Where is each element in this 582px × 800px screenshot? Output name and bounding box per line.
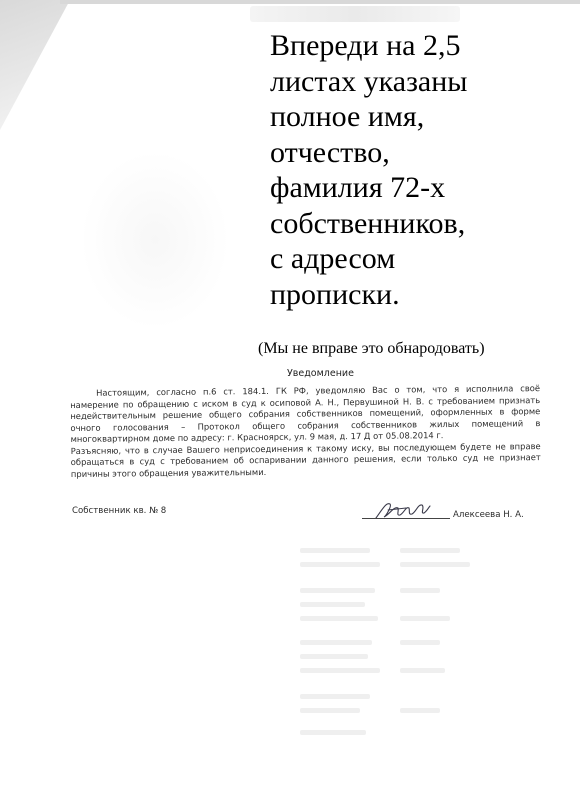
redaction-notice-line: Впереди на 2,5 [270,29,461,62]
redaction-notice-line: прописки. [270,277,400,311]
redaction-notice-line: с адресом [270,242,396,275]
body-line: намерение по обращению с иском в суд к осиповой А. Н., Первушиной Н. В. с требованием признать [70,394,541,410]
document-body [70,383,541,480]
body-line: очного голосования – Протокол общего собрания собственников жилых помещений в [70,417,541,433]
body-line: обращаться в суд с требованием об оспаривании данного решения, если только суд не признает [70,452,541,467]
body-line: причины этого обращения уважительными. [70,466,267,479]
redaction-notice [270,28,570,312]
folded-corner-shadow [0,0,70,130]
redaction-notice-line: листах указаны [270,64,468,98]
redaction-notice-line: отчество, [270,135,390,169]
body-line: многоквартирном доме по адресу: г. Красноярск, ул. 9 мая, д. 17 Д от 05.08.2014 г. [70,430,444,444]
redaction-note: (Мы не вправе это обнародовать) [258,340,485,357]
body-line: Настоящим, согласно п.6 ст. 184.1. ГК РФ, уведомляю Вас о том, что я исполнила своё [95,383,541,398]
body-line: Разъясняю, что в случае Вашего неприсоединения к такому иску, вы последующем будете не вправе [70,440,541,456]
redaction-notice-line: фамилия 72-х [270,171,446,204]
redaction-notice-line: полное имя, [270,100,425,133]
faded-header-bleed [250,6,460,22]
redaction-notice-line: собственников, [270,206,466,240]
document-heading: Уведомление [287,368,354,379]
signer-name: Алексеева Н. А. [453,510,524,520]
body-line: недействительным решение общего собрания собственников помещений, оформленных в форме [70,406,541,421]
scan-edge [60,0,580,4]
signature-line [362,518,450,519]
owner-label: Собственник кв. № 8 [72,506,167,516]
faded-table-bleed-through [300,540,480,740]
faded-bleed-through [80,150,230,330]
